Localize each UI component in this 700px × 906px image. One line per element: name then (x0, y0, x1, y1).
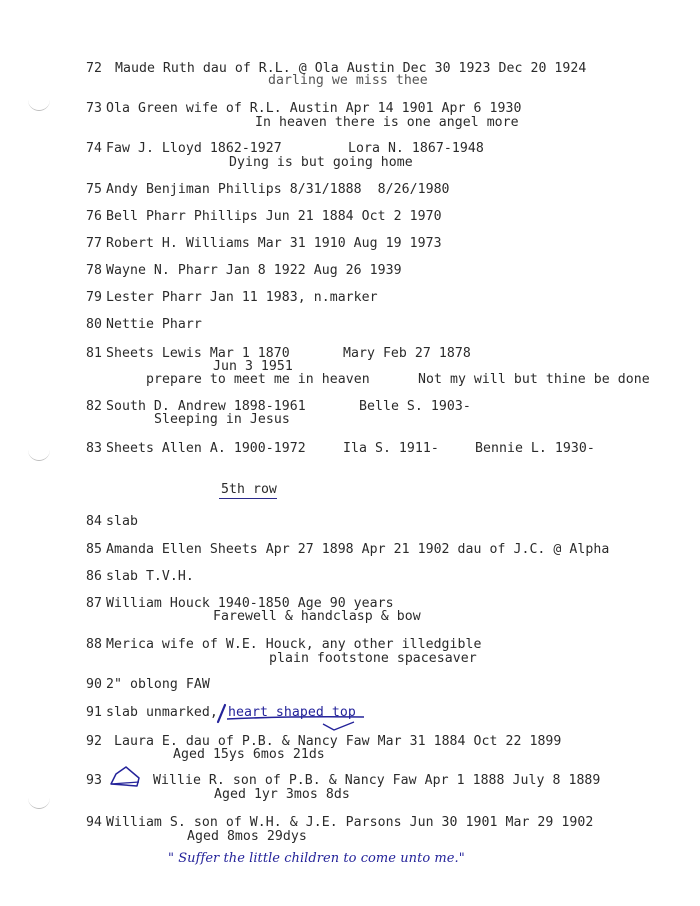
pentagon-sketch-icon (108, 764, 144, 790)
entry-line-spouse: Mary Feb 27 1878 (343, 346, 471, 361)
entry-line: slab T.V.H. (106, 569, 194, 584)
entry-line-spouse: Ila S. 1911- (343, 441, 439, 456)
entry-line: Maude Ruth dau of R.L. @ Ola Austin Dec 30 1923 Dec 20 1924 (115, 61, 587, 76)
entry-number: 94 (86, 815, 102, 830)
entry-epitaph-spouse: Not my will but thine be done (418, 372, 650, 387)
entry-number: 86 (86, 569, 102, 584)
entry-line: Faw J. Lloyd 1862-1927 (106, 141, 282, 156)
entry-line: 2" oblong FAW (106, 677, 210, 692)
entry-number: 73 (86, 101, 102, 116)
entry-line: Andy Benjiman Phillips 8/31/1888 8/26/1980 (106, 182, 450, 197)
entry-number: 93 (86, 773, 102, 788)
entry-line: Sheets Allen A. 1900-1972 (106, 441, 306, 456)
entry-line: South D. Andrew 1898-1961 (106, 399, 306, 414)
entry-number: 83 (86, 441, 102, 456)
entry-line: William Houck 1940-1850 Age 90 years (106, 596, 394, 611)
entry-age: Aged 1yr 3mos 8ds (214, 787, 350, 802)
entry-epitaph: Sleeping in Jesus (154, 412, 290, 427)
punch-hole-mark (28, 794, 50, 809)
handwritten-annotation: heart shaped top (228, 705, 356, 720)
entry-line: Bell Pharr Phillips Jun 21 1884 Oct 2 1970 (106, 209, 442, 224)
entry-number: 80 (86, 317, 102, 332)
entry-number: 87 (86, 596, 102, 611)
entry-age: Aged 15ys 6mos 21ds (173, 747, 325, 762)
entry-number: 88 (86, 637, 102, 652)
entry-number: 91 (86, 705, 102, 720)
entry-number: 82 (86, 399, 102, 414)
entry-line: William S. son of W.H. & J.E. Parsons Jun 30 1901 Mar 29 1902 (106, 815, 594, 830)
entry-epitaph: darling we miss thee (268, 73, 428, 88)
entry-line: slab (106, 514, 138, 529)
entry-number: 92 (86, 734, 102, 749)
handwritten-quote: " Suffer the little children to come unto me." (168, 851, 465, 866)
entry-number: 74 (86, 141, 102, 156)
entry-number: 90 (86, 677, 102, 692)
entry-line: Lester Pharr Jan 11 1983, n.marker (106, 290, 378, 305)
entry-epitaph: In heaven there is one angel more (255, 115, 519, 130)
entry-line-child: Bennie L. 1930- (475, 441, 595, 456)
entry-line: Willie R. son of P.B. & Nancy Faw Apr 1 1888 July 8 1889 (153, 773, 601, 788)
entry-line: Amanda Ellen Sheets Apr 27 1898 Apr 21 1902 dau of J.C. @ Alpha (106, 542, 610, 557)
entry-line-spouse: Lora N. 1867-1948 (348, 141, 484, 156)
entry-epitaph: Dying is but going home (229, 155, 413, 170)
entry-number: 85 (86, 542, 102, 557)
entry-epitaph: Farewell & handclasp & bow (213, 609, 421, 624)
entry-line: Merica wife of W.E. Houck, any other illedgible (106, 637, 482, 652)
punch-hole-mark (28, 96, 50, 111)
entry-number: 75 (86, 182, 102, 197)
entry-number: 79 (86, 290, 102, 305)
entry-number: 81 (86, 346, 102, 361)
entry-number: 72 (86, 61, 102, 76)
entry-note: plain footstone spacesaver (269, 651, 477, 666)
entry-number: 76 (86, 209, 102, 224)
entry-line: Wayne N. Pharr Jan 8 1922 Aug 26 1939 (106, 263, 402, 278)
entry-epitaph: prepare to meet me in heaven (146, 372, 370, 387)
entry-date-line: Jun 3 1951 (213, 359, 293, 374)
entry-number: 84 (86, 514, 102, 529)
punch-hole-mark (28, 446, 50, 461)
heading-underline (219, 498, 277, 499)
entry-line: slab unmarked, (106, 705, 218, 720)
entry-age: Aged 8mos 29dys (187, 829, 307, 844)
pen-annotation-marks (210, 700, 370, 736)
entry-line: Laura E. dau of P.B. & Nancy Faw Mar 31 1884 Oct 22 1899 (114, 734, 562, 749)
entry-line: Sheets Lewis Mar 1 1870 (106, 346, 290, 361)
section-heading: 5th row (221, 482, 277, 497)
entry-number: 78 (86, 263, 102, 278)
entry-number: 77 (86, 236, 102, 251)
entry-line: Ola Green wife of R.L. Austin Apr 14 1901 Apr 6 1930 (106, 101, 522, 116)
entry-line: Robert H. Williams Mar 31 1910 Aug 19 1973 (106, 236, 442, 251)
entry-line-spouse: Belle S. 1903- (359, 399, 471, 414)
entry-line: Nettie Pharr (106, 317, 202, 332)
